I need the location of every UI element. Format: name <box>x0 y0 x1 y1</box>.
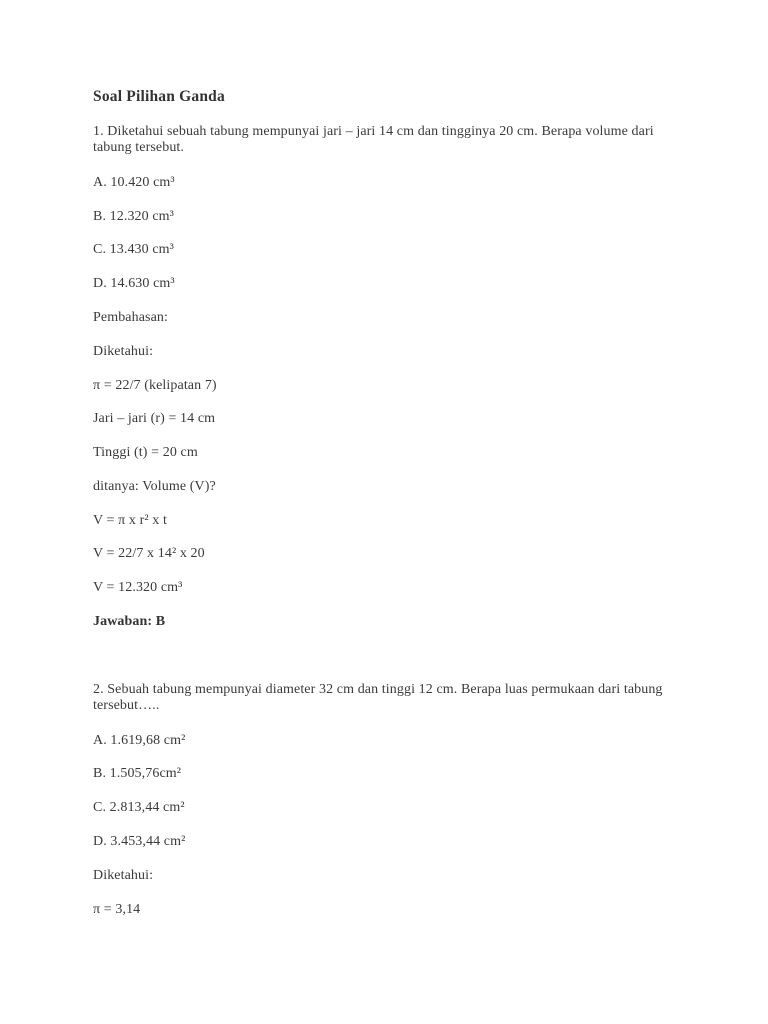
q1-pembahasan-label: Pembahasan: <box>93 310 168 325</box>
q1-height: Tinggi (t) = 20 cm <box>93 445 198 460</box>
document-title: Soal Pilihan Ganda <box>93 88 225 105</box>
q1-answer: Jawaban: B <box>93 614 166 629</box>
q1-radius: Jari – jari (r) = 14 cm <box>93 411 216 426</box>
q1-diketahui-label: Diketahui: <box>93 344 154 359</box>
q2-option-c: C. 2.813,44 cm² <box>93 800 185 815</box>
question-1-text: 1. Diketahui sebuah tabung mempunyai jari – jari 14 cm dan tingginya 20 cm. Berapa volume dari tabung tersebut. <box>93 124 654 155</box>
q1-option-c: C. 13.430 cm³ <box>93 242 174 257</box>
q1-result: V = 12.320 cm³ <box>93 580 183 595</box>
q2-option-b: B. 1.505,76cm² <box>93 766 182 781</box>
q1-formula: V = π x r² x t <box>93 513 167 528</box>
q1-option-d: D. 14.630 cm³ <box>93 276 175 291</box>
q2-diketahui-label: Diketahui: <box>93 868 154 883</box>
q1-substitution: V = 22/7 x 14² x 20 <box>93 546 205 561</box>
q2-option-a: A. 1.619,68 cm² <box>93 733 186 748</box>
q2-option-d: D. 3.453,44 cm² <box>93 834 186 849</box>
q1-option-b: B. 12.320 cm³ <box>93 209 174 224</box>
q1-pi-value: π = 22/7 (kelipatan 7) <box>93 378 217 393</box>
q2-pi-value: π = 3,14 <box>93 902 141 917</box>
question-2-text: 2. Sebuah tabung mempunyai diameter 32 cm dan tinggi 12 cm. Berapa luas permukaan dari tabung tersebut….. <box>93 682 663 713</box>
q1-option-a: A. 10.420 cm³ <box>93 175 175 190</box>
q1-ditanya: ditanya: Volume (V)? <box>93 479 216 494</box>
